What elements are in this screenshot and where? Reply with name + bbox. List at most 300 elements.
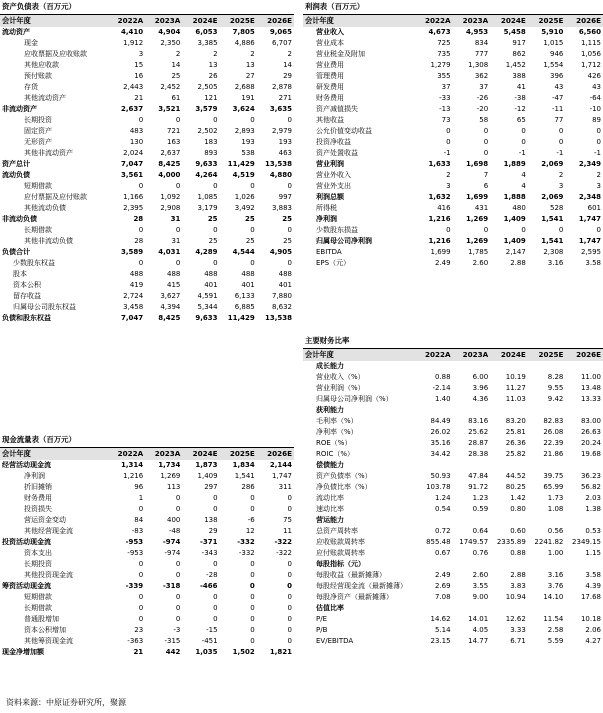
value-cell: 3,385 [197,39,218,47]
value-cell: 0 [138,226,144,234]
value-cell: 2.03 [585,494,601,502]
value-cell: 0 [213,615,218,623]
header-year-cell: 2022A [415,349,453,361]
value-cell: 14 [283,61,292,69]
table-row [303,137,603,148]
source-footnote: 资料来源：中原证券研究所，聚源 [6,698,126,707]
value-cell: 25 [245,215,255,223]
row-label: 长期借款 [24,604,52,612]
value-cell: 25 [207,215,218,223]
financial-ratios-table [303,349,603,647]
value-cell: 44.52 [505,472,526,480]
value-cell: -28 [206,571,218,579]
value-cell: 946 [550,50,564,58]
row-label: 营业成本 [316,39,344,47]
value-cell: 488 [204,270,218,278]
value-cell: 1,269 [160,472,181,480]
cash-flow-panel [0,433,294,658]
value-cell: 2349.15 [572,538,601,546]
row-label: 偿债能力 [316,461,344,469]
value-cell: 7,805 [232,28,255,36]
value-cell: 2.06 [585,626,601,634]
value-cell: 3,627 [160,292,181,300]
row-label: 投资损失 [24,505,52,513]
header-year-cell: 2026E [565,15,603,27]
value-cell: 2,893 [234,127,255,135]
value-cell: -83 [131,527,144,535]
row-label: EPS（元） [316,259,351,267]
table-row [303,192,603,203]
value-cell: 65 [516,116,526,124]
value-cell: 0 [287,637,292,645]
value-cell: 4.36 [472,395,489,403]
row-label: 估值比率 [316,604,344,612]
row-label: 净利润 [316,215,337,223]
value-cell: 0 [250,637,255,645]
value-cell: 1,452 [505,61,526,69]
table-header-row [303,349,603,361]
value-cell: 26 [208,72,218,80]
value-cell: -6 [247,516,255,524]
table-row [303,148,603,159]
value-cell: 9.00 [472,593,489,601]
value-cell: -1 [443,149,451,157]
value-cell: 488 [278,270,292,278]
financial-ratios-panel [303,334,603,647]
value-cell [453,405,491,416]
table-row [303,482,603,493]
row-label: 其他经营现金流 [24,527,73,535]
value-cell: -47 [551,94,564,102]
value-cell: 1,785 [468,248,489,256]
value-cell: 0.60 [510,527,526,535]
table-header-row [0,15,294,27]
value-cell: 0.88 [435,373,451,381]
row-label: 资产减值损失 [316,105,358,113]
value-cell: 0 [138,615,144,623]
value-cell: 35.16 [430,439,451,447]
table-row [303,71,603,82]
value-cell [565,460,603,471]
row-label: 研发费用 [316,83,344,91]
table-row [303,449,603,460]
value-cell: 1,747 [578,237,601,245]
value-cell: 6,053 [195,28,218,36]
value-cell [490,460,528,471]
value-cell: 82.83 [543,417,564,425]
value-cell: 0 [446,226,451,234]
value-cell: 7,047 [121,314,144,322]
value-cell: 2 [446,171,451,179]
value-cell: 3,635 [269,105,292,113]
value-cell: 1749.57 [459,538,489,546]
table-row [0,636,294,647]
value-cell: 1,541 [541,237,564,245]
value-cell: 13.33 [580,395,601,403]
value-cell: 862 [512,50,526,58]
row-label: 管理费用 [316,72,344,80]
value-cell: 6 [483,182,489,190]
value-cell: 3.58 [585,259,601,267]
row-label: 长期投资 [24,560,52,568]
value-cell: 7 [483,171,489,179]
row-label: 应付票据及应付账款 [24,193,87,201]
value-cell: 5,344 [197,303,218,311]
table-row [303,636,603,647]
value-cell: 1.24 [435,494,451,502]
value-cell: 0 [138,560,144,568]
value-cell: 1,912 [123,39,144,47]
value-cell: 9.42 [547,395,564,403]
table-row [303,471,603,482]
value-cell: 1,541 [541,215,564,223]
value-cell: 0 [287,494,292,502]
row-label: 流动资产 [2,28,30,36]
row-label: 营业税金及附加 [316,50,365,58]
row-label: 财务费用 [24,494,52,502]
value-cell: 4,886 [234,39,255,47]
value-cell: 25.82 [505,450,526,458]
value-cell: 0 [521,226,526,234]
value-cell: 0 [138,593,144,601]
row-label: 股本 [13,270,27,278]
value-cell: 6,133 [234,292,255,300]
value-cell: 3.76 [547,582,564,590]
table-row [303,126,603,137]
row-label: 营业收入（%） [316,373,365,381]
value-cell: 1,834 [232,461,255,469]
value-cell: 14.10 [543,593,564,601]
value-cell: 11.03 [505,395,526,403]
value-cell: 0 [250,571,255,579]
balance-sheet-panel [0,0,294,324]
value-cell: 8,425 [158,314,181,322]
value-cell: -11 [551,105,564,113]
value-cell: 25 [208,237,218,245]
value-cell: 2 [175,50,181,58]
value-cell: 0 [213,604,218,612]
value-cell: 0 [483,226,489,234]
value-cell: 14.01 [468,615,489,623]
table-row [0,93,294,104]
table-row [0,27,294,38]
value-cell [565,559,603,570]
value-cell: 1,554 [543,61,564,69]
value-cell: 3,521 [158,105,181,113]
value-cell: 0 [483,127,489,135]
value-cell: -13 [439,105,451,113]
row-label: 折旧摊销 [24,483,52,491]
value-cell: 0 [138,182,144,190]
header-year-cell: 2025E [220,448,257,460]
header-year-cell: 2026E [257,448,294,460]
value-cell [490,603,528,614]
value-cell: 0 [213,505,218,513]
value-cell: -322 [276,549,292,557]
value-cell: 426 [587,72,601,80]
value-cell: 26.08 [543,428,564,436]
value-cell: 0.67 [435,549,451,557]
table-row [0,104,294,115]
row-label: 短期借款 [24,593,52,601]
row-label: 营业外收入 [316,171,351,179]
value-cell: 9,633 [195,314,218,322]
value-cell [415,603,453,614]
header-year-cell: 2024E [182,15,219,27]
row-label: 流动负债 [2,171,30,179]
value-cell: -339 [125,582,144,590]
value-cell: 13 [208,61,218,69]
value-cell [415,361,453,372]
value-cell: 163 [167,138,181,146]
table-row [303,394,603,405]
value-cell [453,515,491,526]
row-label: 存货 [24,83,38,91]
value-cell: 0.53 [585,527,601,535]
value-cell: 3.33 [510,626,526,634]
row-label: P/E [316,615,328,623]
value-cell: 3 [446,182,451,190]
value-cell: 488 [167,270,181,278]
value-cell: 3,179 [197,204,218,212]
value-cell: 0 [250,560,255,568]
value-cell: 2,350 [160,39,181,47]
row-label: ROIC（%） [316,450,354,458]
value-cell: 15 [134,61,144,69]
value-cell: 37 [479,83,489,91]
row-label: 归属母公司净利润（%） [316,395,393,403]
value-cell: 2 [596,171,601,179]
table-row [0,148,294,159]
value-cell: 13,538 [264,160,292,168]
value-cell: 3.96 [472,384,489,392]
row-label: 固定资产 [24,127,52,135]
value-cell: 725 [437,39,451,47]
table-row [303,49,603,60]
value-cell [453,361,491,372]
table-row [0,614,294,625]
value-cell: 16 [134,72,144,80]
row-label: 其他投资现金流 [24,571,73,579]
value-cell: 43 [554,83,564,91]
value-cell: 855.48 [426,538,451,546]
value-cell: 1,541 [234,472,255,480]
row-label: 预付账款 [24,72,52,80]
value-cell: 9,065 [269,28,292,36]
value-cell: 0 [596,226,601,234]
value-cell: 0 [175,593,181,601]
value-cell: 65.99 [543,483,564,491]
table-row [303,427,603,438]
value-cell: 488 [241,270,255,278]
value-cell: 11 [283,527,292,535]
value-cell: 4,905 [269,248,292,256]
value-cell: 6.71 [510,637,526,645]
value-cell: 0 [175,226,181,234]
value-cell: 1.40 [435,395,451,403]
value-cell: 1,699 [466,193,489,201]
row-label: 其他收益 [316,116,344,124]
table-row [0,71,294,82]
value-cell: 89 [592,116,601,124]
value-cell: 80.25 [505,483,526,491]
value-cell: 0.76 [472,549,489,557]
value-cell: 2,595 [580,248,601,256]
table-row [303,515,603,526]
header-year-cell: 2026E [565,349,603,361]
value-cell: 538 [241,149,255,157]
balance-sheet-table [0,15,294,324]
table-row [303,537,603,548]
value-cell: -33 [439,94,451,102]
value-cell: 1,409 [197,472,218,480]
value-cell: 91.72 [468,483,489,491]
table-row [0,247,294,258]
table-row [0,482,294,493]
table-row [303,93,603,104]
row-label: 长期投资 [24,116,52,124]
value-cell: 28.87 [468,439,489,447]
value-cell: 25 [245,237,255,245]
value-cell: 400 [167,516,181,524]
row-label: 应付账款周转率 [316,549,365,557]
table-row [0,192,294,203]
table-row [0,269,294,280]
value-cell: -15 [206,626,218,634]
value-cell [453,559,491,570]
value-cell: 2,724 [123,292,144,300]
row-label: 归属母公司股东权益 [13,303,76,311]
value-cell: 396 [550,72,564,80]
value-cell [528,559,566,570]
value-cell: 25 [171,72,181,80]
header-year-cell: 2023A [453,15,491,27]
row-label: 所得税 [316,204,337,212]
value-cell: 1,015 [543,39,564,47]
header-year-cell: 2026E [257,15,294,27]
row-label: 获利能力 [316,406,344,414]
value-cell: 2.58 [547,626,564,634]
value-cell: 14.77 [468,637,489,645]
value-cell: 0 [287,604,292,612]
value-cell: 61 [171,94,181,102]
table-row [303,504,603,515]
value-cell: 39.75 [543,472,564,480]
value-cell: 6.00 [472,373,489,381]
header-year-cell: 2023A [145,15,182,27]
value-cell: -48 [168,527,181,535]
value-cell: 0 [175,259,181,267]
cash-flow-table [0,448,294,658]
table-row [0,170,294,181]
value-cell: 0 [250,259,255,267]
value-cell: 0 [596,138,601,146]
value-cell: 193 [278,138,292,146]
value-cell [453,460,491,471]
header-year-cell: 2024E [182,448,219,460]
value-cell: -953 [127,549,144,557]
table-row [303,526,603,537]
value-cell: 20.24 [580,439,601,447]
row-label: 净利率（%） [316,428,358,436]
table-row [0,581,294,592]
row-label: 短期借款 [24,182,52,190]
value-cell: 0 [213,182,218,190]
row-label: 资产负债率（%） [316,472,372,480]
value-cell: 0 [250,615,255,623]
value-cell: 130 [129,138,144,146]
value-cell: 4,264 [195,171,218,179]
value-cell: 29 [283,72,292,80]
value-cell: 415 [167,281,181,289]
value-cell: 735 [437,50,451,58]
value-cell: 11,429 [227,314,255,322]
table-row [0,647,294,658]
value-cell: 14.62 [430,615,451,623]
row-label: P/B [316,626,328,634]
value-cell: 0 [250,604,255,612]
value-cell: 1.42 [510,494,526,502]
value-cell: 9,633 [195,160,218,168]
header-year-cell: 2022A [415,15,453,27]
value-cell [565,405,603,416]
value-cell: 7.08 [435,593,451,601]
table-row [303,258,603,269]
value-cell: 3,492 [234,204,255,212]
value-cell: 721 [167,127,181,135]
value-cell: -12 [514,105,526,113]
value-cell [528,515,566,526]
income-statement-title: 利润表（百万元） [303,0,603,15]
value-cell: 56.82 [580,483,601,491]
value-cell: 3,589 [121,248,144,256]
value-cell: 401 [241,281,255,289]
value-cell: 25 [283,237,292,245]
table-row [303,559,603,570]
value-cell: 43 [592,83,601,91]
income-statement-table [303,15,603,269]
value-cell: 0 [287,182,292,190]
value-cell: 2,637 [160,149,181,157]
value-cell: 7,047 [121,160,144,168]
value-cell [528,361,566,372]
header-label-cell: 会计年度 [0,448,108,460]
value-cell: 1.38 [585,505,601,513]
value-cell: 997 [278,193,292,201]
row-label: 少数股东损益 [316,226,358,234]
header-year-cell: 2023A [145,448,182,460]
table-row [0,137,294,148]
table-row [303,38,603,49]
value-cell: -371 [200,538,218,546]
table-row [303,570,603,581]
value-cell: 83.20 [505,417,526,425]
value-cell: 0 [175,560,181,568]
value-cell: 4,953 [466,28,489,36]
table-row [0,313,294,324]
value-cell: 0 [287,582,292,590]
row-label: 应收票据及应收账款 [24,50,87,58]
value-cell: 0 [250,505,255,513]
value-cell: 286 [241,483,255,491]
value-cell: 3,579 [195,105,218,113]
value-cell: 12.62 [505,615,526,623]
value-cell: 21 [133,648,144,656]
value-cell: 2 [558,171,564,179]
table-row [303,27,603,38]
value-cell: 17.68 [580,593,601,601]
value-cell: 1.73 [547,494,564,502]
